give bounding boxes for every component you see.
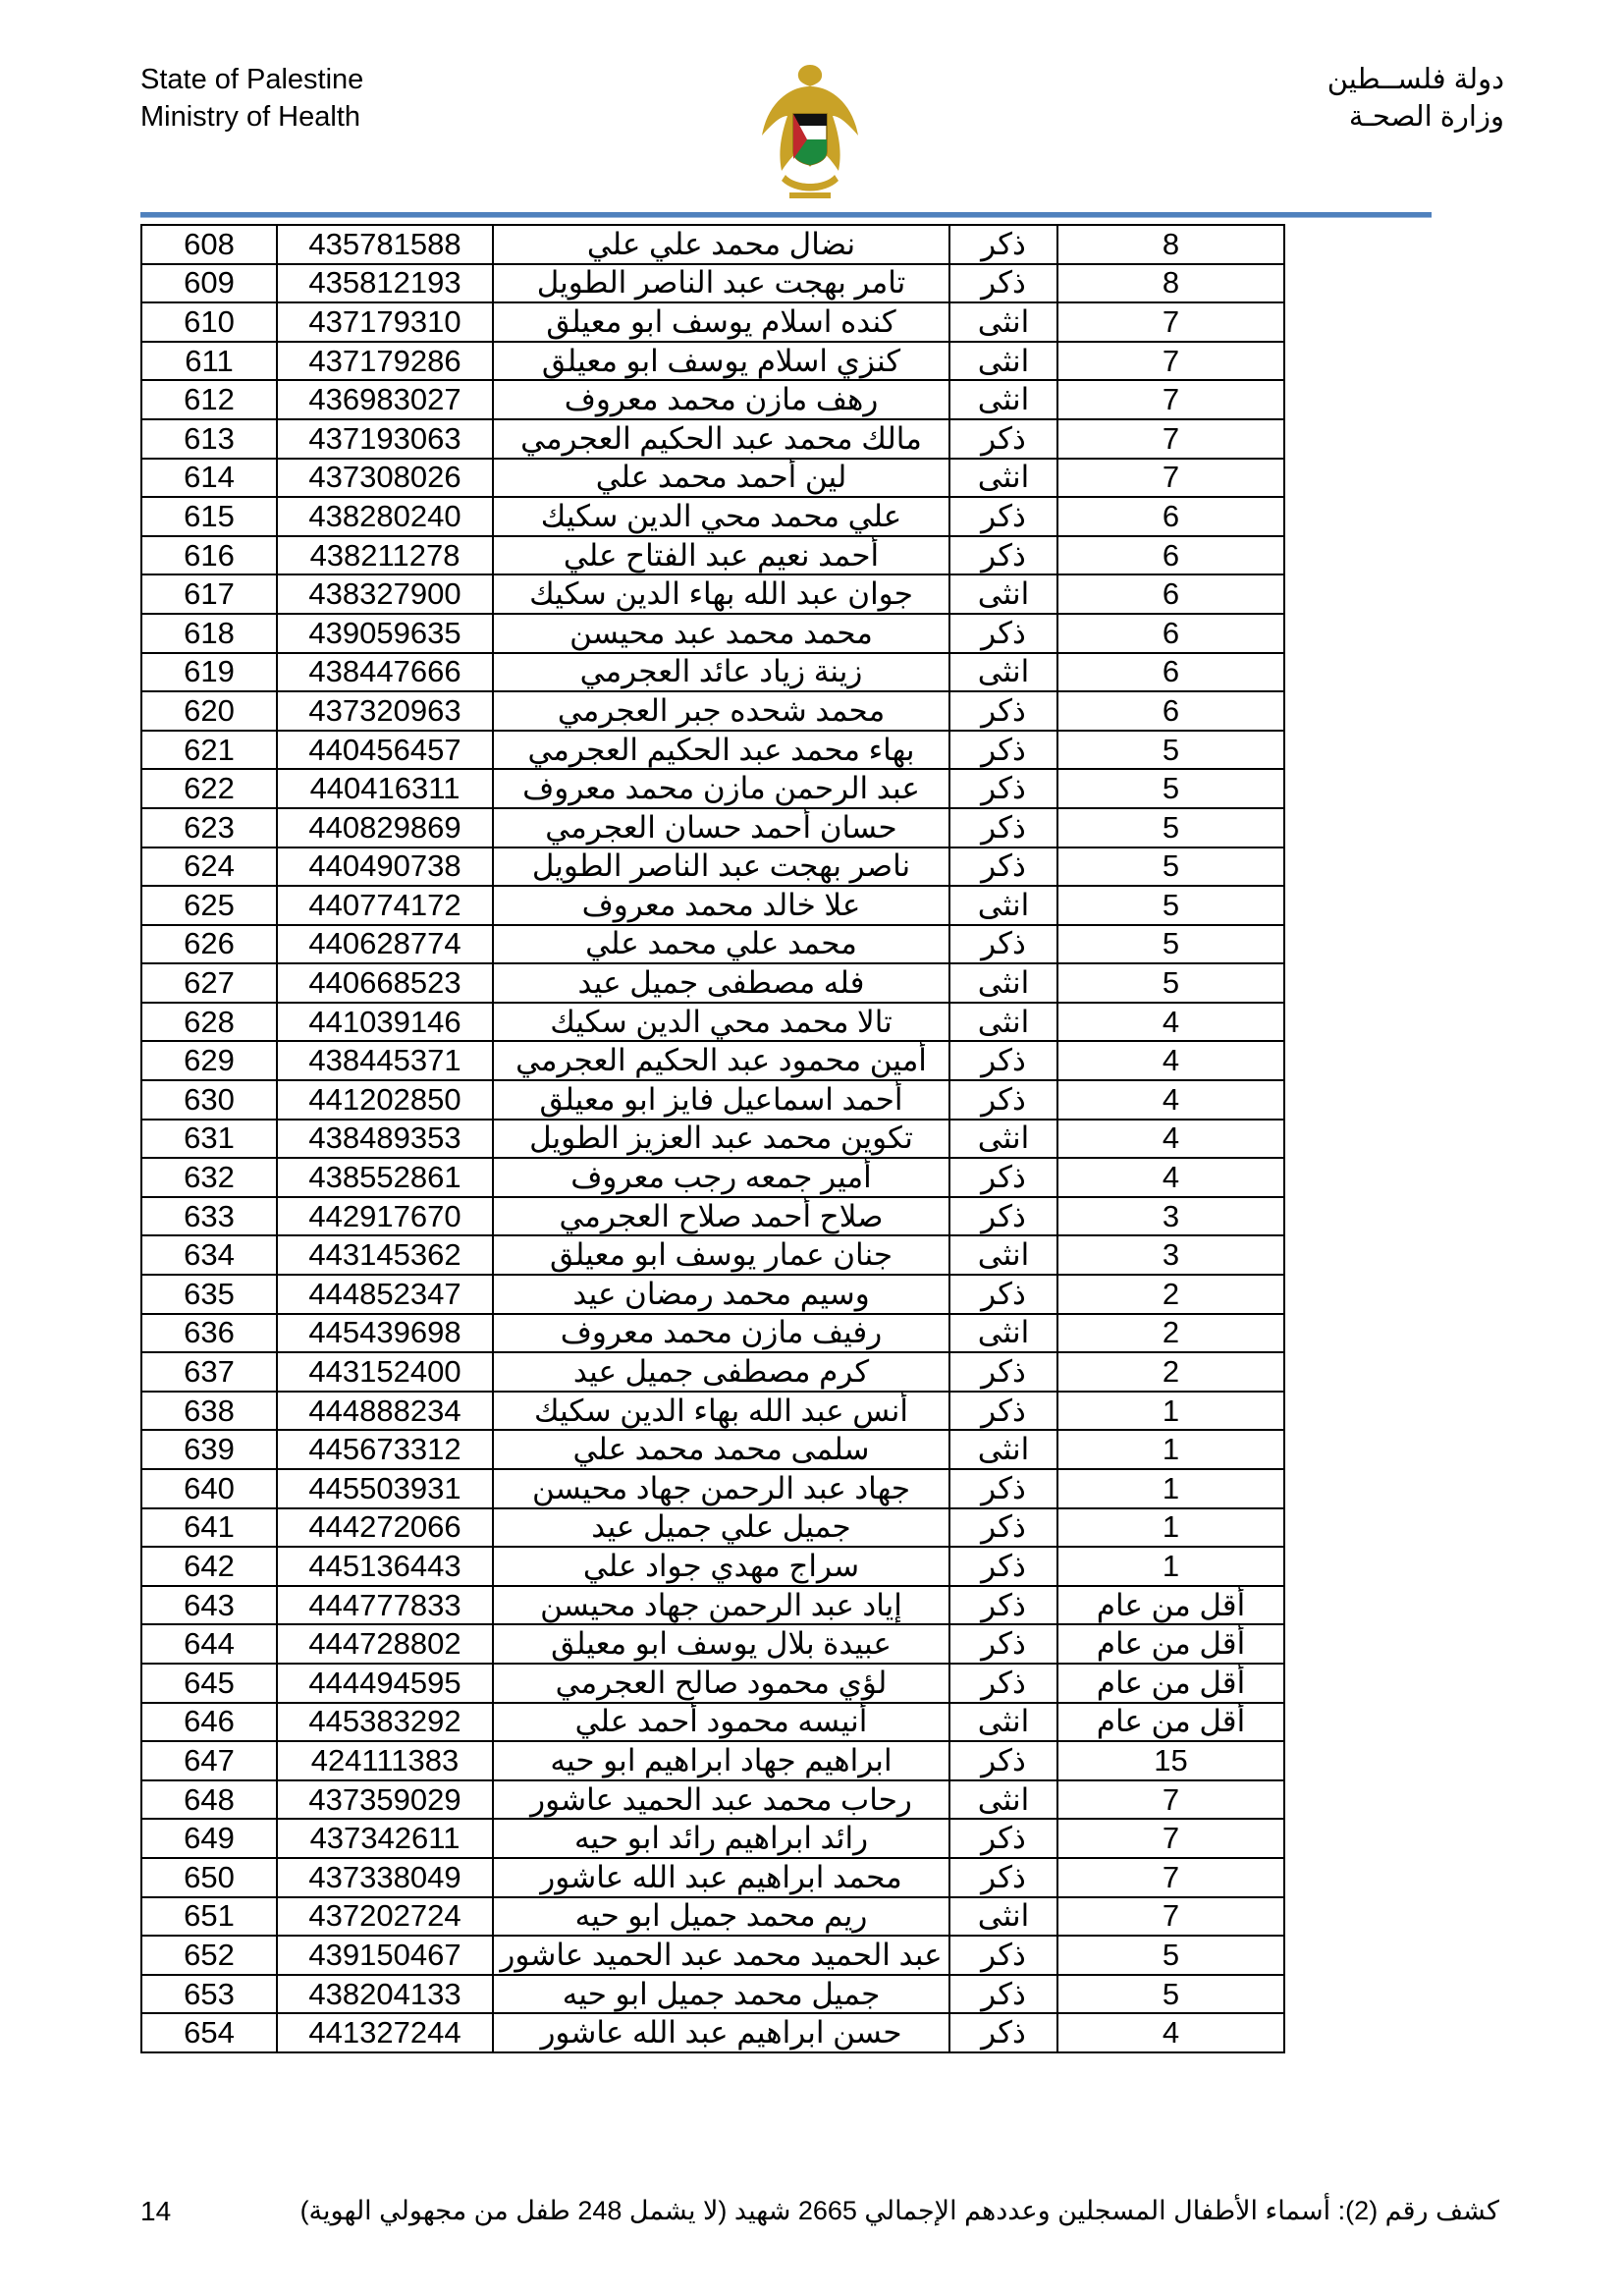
cell-name: محمد ابراهيم عبد الله عاشور [493, 1858, 949, 1897]
cell-age: 6 [1057, 691, 1284, 731]
cell-age: 5 [1057, 769, 1284, 808]
cell-serial: 612 [141, 380, 277, 419]
cell-serial: 617 [141, 574, 277, 614]
cell-age: 5 [1057, 925, 1284, 964]
table-body [141, 225, 1284, 2052]
cell-name: علا خالد محمد معروف [493, 886, 949, 925]
cell-name: علي محمد محي الدين سكيك [493, 497, 949, 536]
cell-age: 5 [1057, 886, 1284, 925]
table-row [141, 342, 1284, 381]
cell-serial: 651 [141, 1897, 277, 1937]
cell-age: 3 [1057, 1235, 1284, 1275]
cell-age: 8 [1057, 264, 1284, 303]
cell-id-number: 440416311 [277, 769, 493, 808]
cell-age: 5 [1057, 731, 1284, 770]
cell-id-number: 437338049 [277, 1858, 493, 1897]
cell-sex: ذكر [949, 1664, 1057, 1703]
table-row [141, 1080, 1284, 1120]
cell-id-number: 444852347 [277, 1275, 493, 1314]
cell-id-number: 440628774 [277, 925, 493, 964]
table-row [141, 536, 1284, 575]
cell-serial: 629 [141, 1041, 277, 1080]
table-row [141, 380, 1284, 419]
cell-age: 5 [1057, 808, 1284, 847]
cell-sex: ذكر [949, 769, 1057, 808]
table-row [141, 1624, 1284, 1664]
cell-serial: 654 [141, 2013, 277, 2052]
table-row [141, 302, 1284, 342]
table-row [141, 1586, 1284, 1625]
cell-name: محمد محمد عبد محيسن [493, 614, 949, 653]
cell-id-number: 440490738 [277, 847, 493, 887]
cell-age: 1 [1057, 1392, 1284, 1431]
cell-serial: 633 [141, 1197, 277, 1236]
cell-id-number: 437193063 [277, 419, 493, 459]
cell-serial: 608 [141, 225, 277, 264]
cell-id-number: 438327900 [277, 574, 493, 614]
cell-sex: انثى [949, 963, 1057, 1003]
cell-name: لين أحمد محمد علي [493, 459, 949, 498]
cell-age: 4 [1057, 1041, 1284, 1080]
cell-sex: ذكر [949, 264, 1057, 303]
cell-id-number: 444888234 [277, 1392, 493, 1431]
cell-serial: 636 [141, 1314, 277, 1353]
cell-age: 1 [1057, 1469, 1284, 1508]
cell-serial: 646 [141, 1703, 277, 1742]
footer-caption: كشف رقم (2): أسماء الأطفال المسجلين وعددهم الإجمالي 2665 شهيد (لا يشمل 248 طفل من مجهولي الهوية) [299, 2196, 1499, 2225]
cell-id-number: 438489353 [277, 1120, 493, 1159]
table-row [141, 886, 1284, 925]
cell-id-number: 438447666 [277, 653, 493, 692]
cell-id-number: 437308026 [277, 459, 493, 498]
cell-name: وسيم محمد رمضان عيد [493, 1275, 949, 1314]
cell-sex: ذكر [949, 1936, 1057, 1975]
table-row [141, 574, 1284, 614]
table-row [141, 925, 1284, 964]
cell-age: 7 [1057, 459, 1284, 498]
cell-name: رائد ابراهيم رائد ابو حيه [493, 1819, 949, 1858]
cell-sex: ذكر [949, 1586, 1057, 1625]
cell-name: عبد الحميد محمد عبد الحميد عاشور [493, 1936, 949, 1975]
cell-name: حسان أحمد حسان العجرمي [493, 808, 949, 847]
cell-age: 8 [1057, 225, 1284, 264]
table-row [141, 691, 1284, 731]
cell-id-number: 438552861 [277, 1158, 493, 1197]
cell-serial: 621 [141, 731, 277, 770]
table-row [141, 1392, 1284, 1431]
cell-name: بهاء محمد عبد الحكيم العجرمي [493, 731, 949, 770]
cell-serial: 632 [141, 1158, 277, 1197]
cell-id-number: 437179310 [277, 302, 493, 342]
cell-name: فله مصطفى جميل عيد [493, 963, 949, 1003]
table-row [141, 1741, 1284, 1780]
cell-name: كنده اسلام يوسف ابو معيلق [493, 302, 949, 342]
palestine-eagle-emblem-icon [756, 57, 864, 204]
cell-serial: 609 [141, 264, 277, 303]
cell-serial: 640 [141, 1469, 277, 1508]
cell-age: 6 [1057, 614, 1284, 653]
cell-age: 1 [1057, 1430, 1284, 1469]
cell-sex: انثى [949, 886, 1057, 925]
header-right [1327, 61, 1504, 136]
cell-serial: 641 [141, 1508, 277, 1548]
cell-name: زينة زياد عائد العجرمي [493, 653, 949, 692]
cell-serial: 642 [141, 1547, 277, 1586]
cell-serial: 644 [141, 1624, 277, 1664]
cell-id-number: 441202850 [277, 1080, 493, 1120]
table-row [141, 1352, 1284, 1392]
cell-id-number: 445673312 [277, 1430, 493, 1469]
cell-sex: ذكر [949, 1041, 1057, 1080]
cell-name: رفيف مازن محمد معروف [493, 1314, 949, 1353]
cell-name: جميل علي جميل عيد [493, 1508, 949, 1548]
cell-age: 2 [1057, 1352, 1284, 1392]
cell-id-number: 445439698 [277, 1314, 493, 1353]
cell-name: محمد علي محمد علي [493, 925, 949, 964]
cell-sex: ذكر [949, 2013, 1057, 2052]
cell-name: تالا محمد محي الدين سكيك [493, 1003, 949, 1042]
table-row [141, 225, 1284, 264]
cell-sex: انثى [949, 1120, 1057, 1159]
table-row [141, 1158, 1284, 1197]
table-row [141, 769, 1284, 808]
table-row [141, 1003, 1284, 1042]
cell-sex: انثى [949, 302, 1057, 342]
table-row [141, 1508, 1284, 1548]
cell-name: أحمد نعيم عبد الفتاح علي [493, 536, 949, 575]
cell-age: أقل من عام [1057, 1664, 1284, 1703]
cell-sex: انثى [949, 459, 1057, 498]
cell-sex: ذكر [949, 1158, 1057, 1197]
table-row [141, 731, 1284, 770]
table-row [141, 1780, 1284, 1820]
cell-id-number: 438211278 [277, 536, 493, 575]
cell-name: أنس عبد الله بهاء الدين سكيك [493, 1392, 949, 1431]
cell-serial: 645 [141, 1664, 277, 1703]
cell-age: 6 [1057, 574, 1284, 614]
cell-age: 5 [1057, 1936, 1284, 1975]
cell-serial: 622 [141, 769, 277, 808]
cell-name: جنان عمار يوسف ابو معيلق [493, 1235, 949, 1275]
cell-id-number: 444272066 [277, 1508, 493, 1548]
cell-name: سراج مهدي جواد علي [493, 1547, 949, 1586]
cell-age: 4 [1057, 2013, 1284, 2052]
cell-sex: ذكر [949, 691, 1057, 731]
table-row [141, 1547, 1284, 1586]
cell-serial: 623 [141, 808, 277, 847]
cell-name: تامر بهجت عبد الناصر الطويل [493, 264, 949, 303]
cell-id-number: 436983027 [277, 380, 493, 419]
cell-sex: ذكر [949, 1352, 1057, 1392]
cell-serial: 653 [141, 1975, 277, 2014]
cell-sex: ذكر [949, 925, 1057, 964]
header-country-ar: دولة فلســطين [1326, 64, 1504, 95]
cell-sex: انثى [949, 653, 1057, 692]
cell-age: 7 [1057, 302, 1284, 342]
cell-name: مالك محمد عبد الحكيم العجرمي [493, 419, 949, 459]
cell-age: 2 [1057, 1314, 1284, 1353]
cell-age: 7 [1057, 1780, 1284, 1820]
cell-id-number: 443152400 [277, 1352, 493, 1392]
cell-name: سلمى محمد محمد علي [493, 1430, 949, 1469]
header-country-en: State of Palestine [140, 64, 364, 95]
table-row [141, 653, 1284, 692]
cell-name: نضال محمد علي علي [493, 225, 949, 264]
cell-age: 5 [1057, 847, 1284, 887]
cell-sex: انثى [949, 342, 1057, 381]
page-number: 14 [140, 2196, 172, 2226]
table-row [141, 963, 1284, 1003]
cell-age: 1 [1057, 1547, 1284, 1586]
cell-sex: انثى [949, 574, 1057, 614]
cell-age: أقل من عام [1057, 1703, 1284, 1742]
cell-age: 7 [1057, 380, 1284, 419]
cell-age: 7 [1057, 1858, 1284, 1897]
table-row [141, 1314, 1284, 1353]
cell-age: 4 [1057, 1003, 1284, 1042]
cell-id-number: 439150467 [277, 1936, 493, 1975]
cell-serial: 647 [141, 1741, 277, 1780]
children-list-table [140, 224, 1285, 2053]
cell-id-number: 445383292 [277, 1703, 493, 1742]
cell-id-number: 440668523 [277, 963, 493, 1003]
cell-name: جوان عبد الله بهاء الدين سكيك [493, 574, 949, 614]
cell-serial: 625 [141, 886, 277, 925]
table-row [141, 459, 1284, 498]
table-row [141, 1897, 1284, 1937]
cell-sex: ذكر [949, 419, 1057, 459]
cell-age: 4 [1057, 1120, 1284, 1159]
cell-id-number: 440456457 [277, 731, 493, 770]
cell-age: 5 [1057, 963, 1284, 1003]
table-row [141, 1469, 1284, 1508]
cell-id-number: 444494595 [277, 1664, 493, 1703]
cell-serial: 613 [141, 419, 277, 459]
table-row [141, 1664, 1284, 1703]
table-row [141, 1235, 1284, 1275]
cell-age: 3 [1057, 1197, 1284, 1236]
cell-serial: 639 [141, 1430, 277, 1469]
cell-sex: ذكر [949, 1741, 1057, 1780]
cell-id-number: 437179286 [277, 342, 493, 381]
cell-serial: 634 [141, 1235, 277, 1275]
cell-name: أمير جمعه رجب معروف [493, 1158, 949, 1197]
table-row [141, 497, 1284, 536]
cell-sex: ذكر [949, 1275, 1057, 1314]
cell-name: تكوين محمد عبد العزيز الطويل [493, 1120, 949, 1159]
table-row [141, 614, 1284, 653]
cell-id-number: 440829869 [277, 808, 493, 847]
cell-serial: 615 [141, 497, 277, 536]
cell-sex: ذكر [949, 1975, 1057, 2014]
table-row [141, 1197, 1284, 1236]
header-ministry-ar: وزارة الصحـة [1348, 101, 1504, 133]
cell-serial: 652 [141, 1936, 277, 1975]
cell-name: ناصر بهجت عبد الناصر الطويل [493, 847, 949, 887]
cell-id-number: 438204133 [277, 1975, 493, 2014]
cell-name: عبد الرحمن مازن محمد معروف [493, 769, 949, 808]
cell-serial: 618 [141, 614, 277, 653]
cell-id-number: 443145362 [277, 1235, 493, 1275]
cell-sex: انثى [949, 1314, 1057, 1353]
cell-name: إياد عبد الرحمن جهاد محيسن [493, 1586, 949, 1625]
table-row [141, 264, 1284, 303]
cell-age: 15 [1057, 1741, 1284, 1780]
cell-id-number: 444777833 [277, 1586, 493, 1625]
cell-serial: 619 [141, 653, 277, 692]
cell-name: كرم مصطفى جميل عيد [493, 1352, 949, 1392]
cell-age: 7 [1057, 1819, 1284, 1858]
cell-age: 6 [1057, 653, 1284, 692]
cell-id-number: 439059635 [277, 614, 493, 653]
cell-age: 6 [1057, 536, 1284, 575]
cell-serial: 638 [141, 1392, 277, 1431]
cell-age: أقل من عام [1057, 1624, 1284, 1664]
cell-id-number: 437202724 [277, 1897, 493, 1937]
cell-serial: 630 [141, 1080, 277, 1120]
cell-age: 5 [1057, 1975, 1284, 2014]
cell-id-number: 437359029 [277, 1780, 493, 1820]
cell-sex: ذكر [949, 1469, 1057, 1508]
cell-name: عبيدة بلال يوسف ابو معيلق [493, 1624, 949, 1664]
cell-sex: ذكر [949, 497, 1057, 536]
cell-age: 2 [1057, 1275, 1284, 1314]
cell-age: 7 [1057, 1897, 1284, 1937]
cell-name: أحمد اسماعيل فايز ابو معيلق [493, 1080, 949, 1120]
cell-sex: ذكر [949, 1547, 1057, 1586]
header-divider-shadow [140, 217, 1432, 218]
cell-id-number: 437342611 [277, 1819, 493, 1858]
cell-serial: 624 [141, 847, 277, 887]
cell-name: ريم محمد جميل ابو حيه [493, 1897, 949, 1937]
cell-serial: 627 [141, 963, 277, 1003]
table-row [141, 1858, 1284, 1897]
cell-sex: ذكر [949, 808, 1057, 847]
cell-sex: انثى [949, 1003, 1057, 1042]
cell-name: جميل محمد جميل ابو حيه [493, 1975, 949, 2014]
cell-name: رحاب محمد عبد الحميد عاشور [493, 1780, 949, 1820]
cell-serial: 635 [141, 1275, 277, 1314]
table-row [141, 1936, 1284, 1975]
cell-serial: 611 [141, 342, 277, 381]
table-row [141, 1703, 1284, 1742]
cell-serial: 643 [141, 1586, 277, 1625]
cell-sex: انثى [949, 1780, 1057, 1820]
cell-name: لؤي محمود صالح العجرمي [493, 1664, 949, 1703]
cell-serial: 631 [141, 1120, 277, 1159]
cell-name: رهف مازن محمد معروف [493, 380, 949, 419]
cell-id-number: 444728802 [277, 1624, 493, 1664]
cell-sex: ذكر [949, 1624, 1057, 1664]
table-row [141, 808, 1284, 847]
cell-serial: 648 [141, 1780, 277, 1820]
cell-serial: 637 [141, 1352, 277, 1392]
cell-name: أنيسه محمود أحمد علي [493, 1703, 949, 1742]
cell-id-number: 440774172 [277, 886, 493, 925]
cell-sex: انثى [949, 1235, 1057, 1275]
cell-age: 4 [1057, 1080, 1284, 1120]
cell-id-number: 438280240 [277, 497, 493, 536]
cell-sex: ذكر [949, 1819, 1057, 1858]
cell-serial: 649 [141, 1819, 277, 1858]
cell-sex: ذكر [949, 847, 1057, 887]
cell-sex: ذكر [949, 1080, 1057, 1120]
cell-id-number: 424111383 [277, 1741, 493, 1780]
table-row [141, 1041, 1284, 1080]
cell-id-number: 445136443 [277, 1547, 493, 1586]
cell-id-number: 435812193 [277, 264, 493, 303]
table-row [141, 847, 1284, 887]
cell-age: أقل من عام [1057, 1586, 1284, 1625]
cell-sex: انثى [949, 1430, 1057, 1469]
header-left [140, 61, 363, 136]
cell-sex: ذكر [949, 1858, 1057, 1897]
cell-age: 6 [1057, 497, 1284, 536]
cell-name: صلاح أحمد صلاح العجرمي [493, 1197, 949, 1236]
cell-sex: ذكر [949, 1392, 1057, 1431]
cell-id-number: 437320963 [277, 691, 493, 731]
cell-serial: 620 [141, 691, 277, 731]
table-row [141, 2013, 1284, 2052]
cell-name: حسن ابراهيم عبد الله عاشور [493, 2013, 949, 2052]
table-row [141, 1275, 1284, 1314]
cell-serial: 614 [141, 459, 277, 498]
cell-id-number: 445503931 [277, 1469, 493, 1508]
cell-serial: 626 [141, 925, 277, 964]
cell-sex: ذكر [949, 731, 1057, 770]
cell-serial: 650 [141, 1858, 277, 1897]
cell-sex: انثى [949, 1703, 1057, 1742]
cell-age: 4 [1057, 1158, 1284, 1197]
header-ministry-en: Ministry of Health [140, 101, 361, 133]
cell-sex: ذكر [949, 536, 1057, 575]
cell-id-number: 438445371 [277, 1041, 493, 1080]
cell-serial: 610 [141, 302, 277, 342]
cell-sex: ذكر [949, 1508, 1057, 1548]
cell-id-number: 442917670 [277, 1197, 493, 1236]
cell-name: أمين محمود عبد الحكيم العجرمي [493, 1041, 949, 1080]
cell-serial: 616 [141, 536, 277, 575]
cell-sex: ذكر [949, 614, 1057, 653]
cell-id-number: 441327244 [277, 2013, 493, 2052]
cell-name: جهاد عبد الرحمن جهاد محيسن [493, 1469, 949, 1508]
cell-age: 7 [1057, 342, 1284, 381]
table-row [141, 1430, 1284, 1469]
cell-name: كنزي اسلام يوسف ابو معيلق [493, 342, 949, 381]
table-row [141, 1975, 1284, 2014]
cell-age: 1 [1057, 1508, 1284, 1548]
cell-id-number: 441039146 [277, 1003, 493, 1042]
cell-name: محمد شحده جبر العجرمي [493, 691, 949, 731]
table-row [141, 1120, 1284, 1159]
cell-id-number: 435781588 [277, 225, 493, 264]
cell-name: ابراهيم جهاد ابراهيم ابو حيه [493, 1741, 949, 1780]
cell-age: 7 [1057, 419, 1284, 459]
table-row [141, 419, 1284, 459]
cell-serial: 628 [141, 1003, 277, 1042]
table-row [141, 1819, 1284, 1858]
cell-sex: انثى [949, 1897, 1057, 1937]
cell-sex: ذكر [949, 225, 1057, 264]
cell-sex: ذكر [949, 1197, 1057, 1236]
cell-sex: انثى [949, 380, 1057, 419]
